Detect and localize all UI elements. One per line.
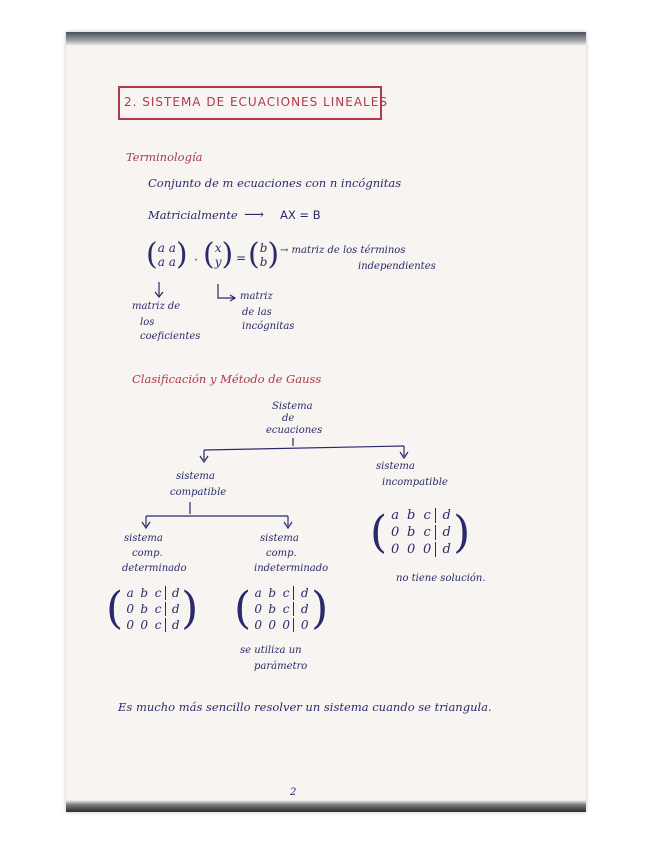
determinado-matrix-entry: d (165, 602, 181, 616)
vector-b-entry: b (259, 241, 268, 255)
classification-heading: Clasificación y Método de Gauss (132, 372, 322, 386)
vector-x-entry: y (214, 255, 222, 269)
terminology-heading: Terminología (126, 150, 203, 164)
coef-label-line: los (140, 317, 155, 328)
page-number: 2 (290, 787, 297, 798)
footer-note: Es mucho más sencillo resolver un sistema cuando se triangula. (118, 700, 492, 714)
indeterminado-matrix-entry: d (293, 586, 311, 600)
determinado-matrix-entry: d (165, 618, 181, 632)
indeterminado-matrix-entry: 0 (254, 602, 262, 616)
equals-sign: = (236, 251, 247, 265)
determinado-matrix-entry: b (140, 586, 149, 600)
incompatible-matrix-entry: a (391, 508, 400, 523)
determinado-matrix-entry: d (165, 586, 181, 600)
indeterminado-matrix-entry: b (268, 602, 277, 616)
page-title: 2. SISTEMA DE ECUACIONES LINEALES (124, 95, 388, 109)
indeterminado-matrix-entry: 0 (254, 618, 262, 632)
root-label-line: de (282, 413, 295, 424)
terms-label-1: → matriz de los términos (280, 245, 406, 256)
terms-label-2: independientes (358, 261, 436, 272)
indeterminado-matrix-entry: d (293, 602, 311, 616)
determinado-label-line: comp. (132, 548, 163, 559)
incompatible-matrix-entry: d (435, 542, 453, 557)
indeterminado-matrix-entry: 0 (293, 618, 311, 632)
indeterminado-label-line: sistema (260, 533, 299, 544)
root-label-line: Sistema (272, 401, 313, 412)
determinado-matrix: ( a b c d 0 b c d 0 0 c d ) (106, 583, 199, 634)
matrix-equation: AX = B (280, 208, 321, 222)
coef-label-line: matriz de (132, 301, 181, 312)
incompatible-label-line: sistema (376, 461, 415, 472)
incompatible-matrix-entry: 0 (391, 525, 400, 540)
determinado-label-line: sistema (124, 533, 163, 544)
indeterminado-label-line: indeterminado (254, 563, 329, 574)
incompatible-matrix-entry: b (407, 508, 416, 523)
incompatible-note: no tiene solución. (396, 573, 486, 584)
unknowns-label-line: de las (242, 307, 272, 318)
determinado-matrix-entry: c (154, 586, 162, 600)
indeterminado-matrix-entry: 0 (268, 618, 276, 632)
indeterminado-note-line: parámetro (254, 661, 308, 672)
indeterminado-label-line: comp. (266, 548, 297, 559)
indeterminado-matrix: ( a b c d 0 b c d 0 0 0 0 ) (234, 583, 329, 634)
incompatible-matrix-entry: b (407, 525, 416, 540)
incompatible-matrix-entry: c (423, 508, 431, 523)
determinado-label-line: determinado (122, 563, 187, 574)
determinado-matrix-entry: b (140, 602, 149, 616)
indeterminado-matrix-entry: c (282, 586, 290, 600)
vector-b: ( b b ) (248, 237, 280, 272)
determinado-matrix-entry: 0 (126, 602, 134, 616)
determinado-matrix-entry: c (154, 602, 162, 616)
incompatible-matrix-entry: c (423, 525, 431, 540)
incompatible-matrix-entry: d (435, 508, 453, 523)
incompatible-matrix-entry: d (435, 525, 453, 540)
determinado-matrix-entry: 0 (140, 618, 148, 632)
dot-operator: · (194, 253, 198, 267)
vector-x-entry: x (214, 241, 222, 255)
matrix-a-row: a a (157, 255, 176, 269)
matrix-a-row: a a (157, 241, 176, 255)
incompatible-matrix-entry: 0 (423, 542, 432, 557)
indeterminado-matrix-entry: c (282, 602, 290, 616)
indeterminado-note-line: se utiliza un (240, 645, 302, 656)
vector-b-entry: b (259, 255, 268, 269)
unknowns-label-line: matriz (240, 291, 273, 302)
coef-label-line: coeficientes (140, 331, 201, 342)
indeterminado-matrix-entry: 0 (282, 618, 290, 632)
matricial-label: Matricialmente (148, 208, 238, 222)
incompatible-label-line: incompatible (382, 477, 448, 488)
arrow-glyph: ⟶ (244, 207, 265, 223)
determinado-matrix-entry: a (126, 586, 134, 600)
determinado-matrix-entry: c (154, 618, 162, 632)
incompatible-matrix-entry: 0 (391, 542, 400, 557)
vector-x: ( x y ) (203, 237, 234, 272)
terminology-line-1: Conjunto de m ecuaciones con n incógnitas (148, 176, 402, 190)
incompatible-matrix: ( a b c d 0 b c d 0 0 0 d ) (370, 506, 471, 558)
compatible-label-line: compatible (170, 487, 227, 498)
matrix-a: ( a a a a ) (146, 237, 188, 272)
unknowns-label-line: incógnitas (242, 321, 295, 332)
indeterminado-matrix-entry: b (268, 586, 277, 600)
determinado-matrix-entry: 0 (126, 618, 134, 632)
compatible-label-line: sistema (176, 471, 215, 482)
root-label-line: ecuaciones (266, 425, 323, 436)
incompatible-matrix-entry: 0 (407, 542, 416, 557)
indeterminado-matrix-entry: a (254, 586, 262, 600)
